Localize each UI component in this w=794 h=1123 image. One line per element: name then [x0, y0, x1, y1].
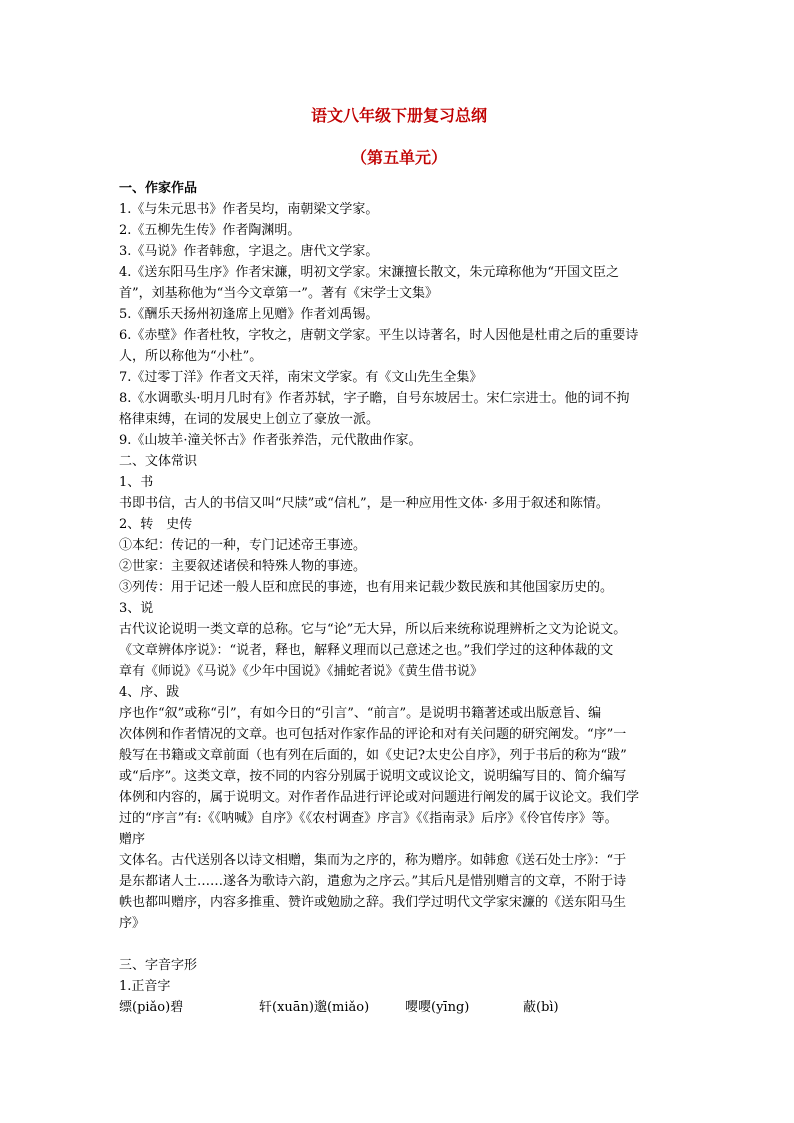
author-item: 6.《赤壁》作者杜牧，字牧之，唐朝文学家。平生以诗著名，时人因他是杜甫之后的重要诗 — [119, 328, 639, 343]
genre-line: 章有《师说》《马说》《少年中国说》《捕蛇者说》《黄生借书说》 — [119, 664, 484, 679]
section-heading-genres: 二、文体常识 — [119, 454, 198, 469]
genre-line: 2、转 史传 — [119, 517, 193, 532]
genre-line: 序也作“叙”或称“引”，有如今日的“引言”、“前言”。是说明书籍著述或出版意旨、编 — [119, 706, 602, 721]
page-title: 语文八年级下册复习总纲 — [310, 106, 487, 125]
author-item: 5.《酬乐天扬州初逢席上见赠》作者刘禹锡。 — [119, 307, 379, 322]
genre-line: 古代议论说明一类文章的总称。它与“论”无大异，所以后来统称说理辨析之文为论说文。 — [119, 622, 627, 637]
subsection-heading: 1.正音字 — [119, 979, 171, 994]
genre-line: 次体例和作者情况的文章。也可包括对作家作品的评论和对有关问题的研究阐发。“序”一 — [119, 727, 627, 742]
author-item: 3.《马说》作者韩愈，字退之。唐代文学家。 — [119, 244, 379, 259]
author-item: 1.《与朱元思书》作者吴均，南朝梁文学家。 — [119, 202, 379, 217]
genre-line: 书即书信，古人的书信又叫“尺牍”或“信札”，是一种应用性文体· 多用于叙述和陈情。 — [119, 496, 609, 511]
author-item: 人，所以称他为“小杜”。 — [119, 349, 263, 364]
section-heading-authors: 一、作家作品 — [119, 181, 198, 196]
genre-line: ②世家：主要叙述诸侯和特殊人物的事迹。 — [119, 559, 367, 574]
genre-line: ①本纪：传记的一种，专门记述帝王事迹。 — [119, 538, 367, 553]
author-item: 9.《山坡羊·潼关怀古》作者张养浩，元代散曲作家。 — [119, 433, 422, 448]
author-item: 8.《水调歌头·明月几时有》作者苏轼，字子瞻，自号东坡居士。宋仁宗进士。他的词不拘 — [119, 391, 630, 406]
genre-line: 1、书 — [119, 475, 154, 490]
author-item: 首”，刘基称他为“当今文章第一”。著有《宋学士文集》 — [119, 286, 438, 301]
author-item: 7.《过零丁洋》作者文天祥，南宋文学家。有《文山先生全集》 — [119, 370, 483, 385]
word-row — [119, 997, 679, 1018]
word-entry: 蔽(bì) — [523, 1000, 559, 1015]
genre-line: 4、序、跋 — [119, 685, 180, 700]
genre-line: 《文章辨体序说》：“说者，释也，解释义理而以己意述之也。”我们学过的这种体裁的文 — [119, 643, 614, 658]
genre-line: 文体名。古代送别各以诗文相赠，集而为之序的，称为赠序。如韩愈《送石处士序》：“于 — [119, 853, 627, 868]
author-item: 2.《五柳先生传》作者陶渊明。 — [119, 223, 301, 238]
genre-line: 过的“序言”有:《《呐喊》自序》《《农村调查》序言》《《指南录》后序》《伶官传序》等。 — [119, 811, 618, 826]
section-heading-pronunciation: 三、字音字形 — [119, 958, 198, 973]
genre-line: 赠序 — [119, 832, 146, 847]
genre-line: ③列传：用于记述一般人臣和庶民的事迹，也有用来记载少数民族和其他国家历史的。 — [119, 580, 614, 595]
page-subtitle: （第五单元） — [350, 148, 447, 167]
genre-line: 般写在书籍或文章前面（也有列在后面的，如《史记?太史公自序》，列于书后的称为“跋” — [119, 748, 627, 763]
genre-line: 或“后序”。这类文章，按不同的内容分别属于说明文或议论文，说明编写目的、简介编写 — [119, 769, 627, 784]
document-page — [119, 100, 679, 1018]
word-entry: 轩(xuān)邈(miǎo) — [259, 1000, 370, 1015]
genre-line: 体例和内容的，属于说明文。对作者作品进行评论或对问题进行阐发的属于议论文。我们学 — [119, 790, 640, 805]
author-item: 格律束缚，在词的发展史上创立了豪放一派。 — [119, 412, 380, 427]
spacer — [119, 934, 679, 955]
genre-line: 3、说 — [119, 601, 154, 616]
author-item: 4.《送东阳马生序》作者宋濂，明初文学家。宋濂擅长散文，朱元璋称他为“开国文臣之 — [119, 265, 620, 280]
genre-line: 序》 — [119, 916, 146, 931]
genre-line: 帙也都叫赠序，内容多推重、赞许或勉励之辞。我们学过明代文学家宋濂的《送东阳马生 — [119, 895, 627, 910]
genre-line: 是东都诸人士……遂各为歌诗六韵，遣愈为之序云。”其后凡是惜别赠言的文章，不附于诗 — [119, 874, 627, 889]
word-entry: 嘤嘤(yīng) — [405, 1000, 470, 1015]
word-entry: 缥(piǎo)碧 — [119, 1000, 184, 1015]
